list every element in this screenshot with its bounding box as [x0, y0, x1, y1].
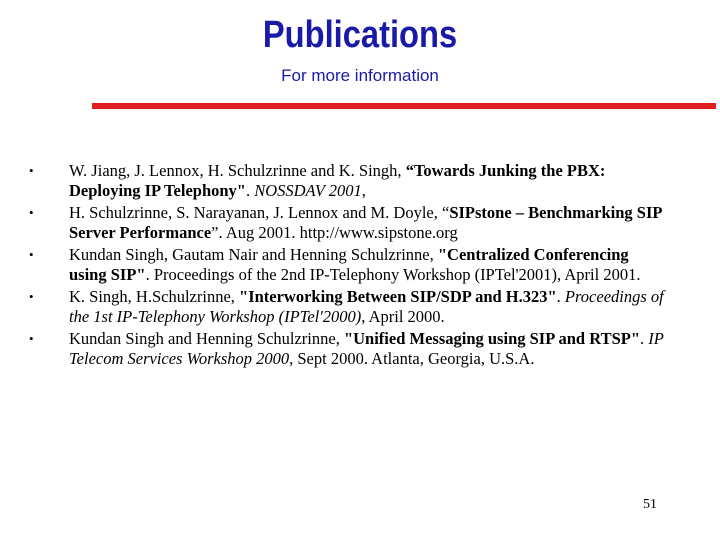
ref-title: "Unified Messaging using SIP and RTSP": [343, 329, 640, 348]
ref-tail: , Sept 2000. Atlanta, Georgia, U.S.A.: [289, 349, 535, 368]
ref-sep: .: [556, 287, 565, 306]
list-item: [0, 161, 669, 201]
ref-authors: Kundan Singh, Gautam Nair and Henning Schulzrinne,: [69, 245, 438, 264]
bullet-icon: •: [29, 205, 34, 220]
list-item: [0, 203, 669, 243]
ref-authors: Kundan Singh and Henning Schulzrinne,: [69, 329, 344, 348]
ref-title: SIPstone – Benchmarking SIP Server Performance: [69, 203, 662, 242]
ref-tail: , April 2000.: [361, 307, 445, 326]
ref-sep: .: [640, 329, 649, 348]
ref-tail: . Proceedings of the 2nd IP-Telephony Workshop (IPTel'2001), April 2001.: [145, 265, 641, 284]
slide-subtitle: For more information: [281, 66, 439, 85]
ref-venue: Proceedings of the 1st IP-Telephony Workshop (IPTel'2000): [69, 287, 664, 326]
ref-sep: .: [245, 181, 255, 200]
ref-venue: NOSSDAV 2001: [254, 181, 362, 200]
ref-title: "Centralized Conferencing using SIP": [69, 245, 629, 284]
title-divider: [92, 103, 716, 109]
bullet-icon: •: [29, 163, 34, 178]
ref-authors: H. Schulzrinne, S. Narayanan, J. Lennox and M. Doyle, “: [69, 203, 450, 222]
bullet-icon: •: [29, 331, 34, 346]
page-number: 51: [643, 497, 657, 512]
ref-tail: ,: [361, 181, 366, 200]
list-item: [0, 329, 669, 369]
ref-venue: IP Telecom Services Workshop 2000: [69, 329, 664, 368]
ref-title: “Towards Junking the PBX: Deploying IP Telephony": [69, 161, 606, 200]
ref-authors: W. Jiang, J. Lennox, H. Schulzrinne and K. Singh,: [69, 161, 406, 180]
bullet-icon: •: [29, 247, 34, 262]
list-item: [0, 287, 669, 327]
slide-title: Publications: [262, 14, 458, 56]
ref-authors: K. Singh, H.Schulzrinne,: [69, 287, 240, 306]
ref-tail: ”. Aug 2001. http://www.sipstone.org: [211, 223, 458, 242]
ref-title: "Interworking Between SIP/SDP and H.323": [239, 287, 557, 306]
bullet-icon: •: [29, 289, 34, 304]
reference-list: [0, 161, 720, 371]
list-item: [0, 245, 669, 285]
